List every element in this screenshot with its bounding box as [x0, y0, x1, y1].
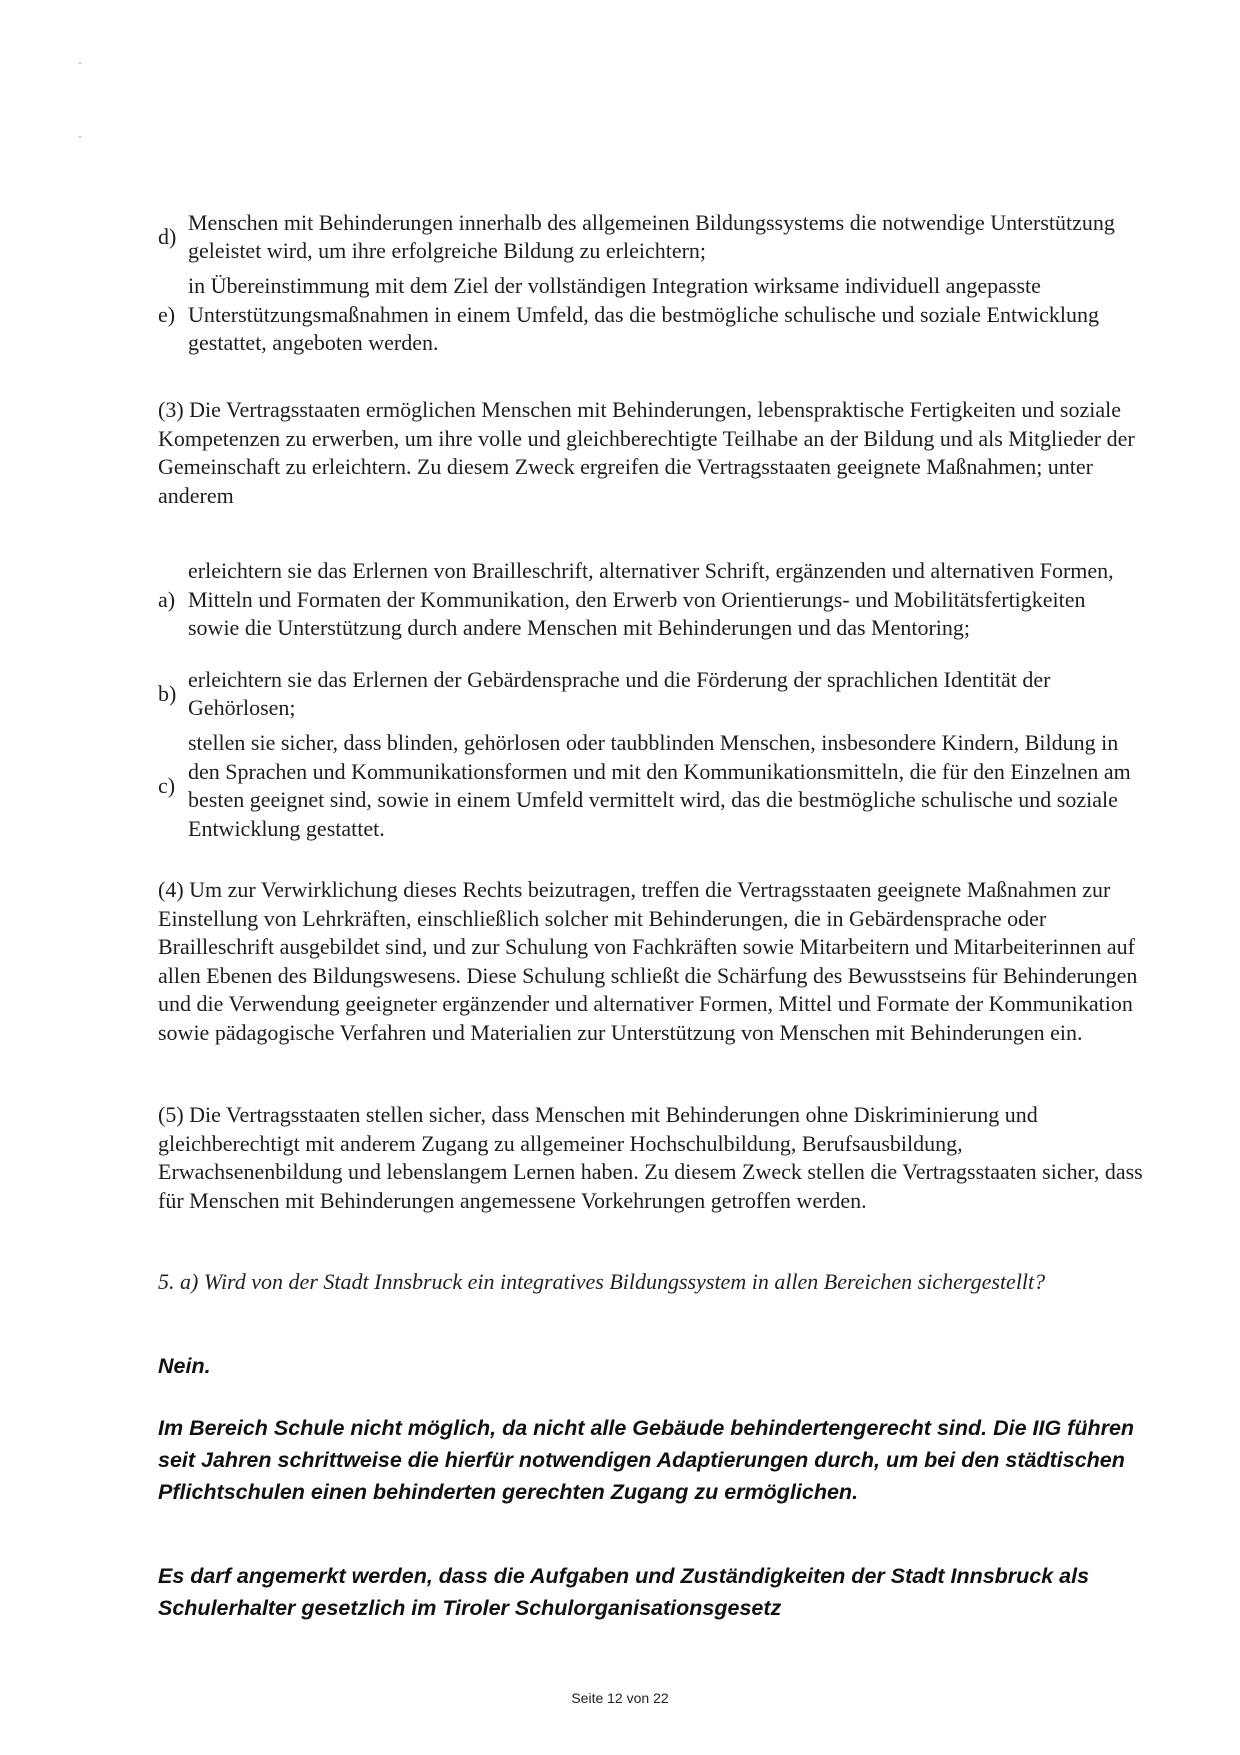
list-item-text: in Übereinstimmung mit dem Ziel der vollständigen Integration wirksame individuell angepasste Unterstützungsmaßnahmen in einem Umfeld, das die bestmögliche schulische und soziale Entwicklung gestattet, angeboten werden. [188, 273, 1099, 356]
list-item-a [158, 542, 1138, 658]
list-marker: b) [158, 680, 177, 706]
scan-artifact [78, 136, 82, 138]
list-item-e [158, 272, 1138, 358]
paragraph-3: (3) Die Vertragsstaaten ermöglichen Menschen mit Behinderungen, lebenspraktische Fertigkeiten und soziale Kompetenzen zu erwerben, um ihre volle und gleichberechtigte Teilhabe an der Bildung und als Mitglieder der Gemeinschaft zu erleichtern. Zu diesem Zweck ergreifen die Vertragsstaaten geeignete Maßnahmen; unter anderem [158, 397, 1135, 508]
list-item-text: erleichtern sie das Erlernen von Brailleschrift, alternativer Schrift, ergänzenden und alternativen Formen, Mitteln und Formaten der Kommunikation, den Erwerb von Orientierungs- und Mobilitätsfertigkeiten sowie die Unterstützung durch andere Menschen mit Behinderungen und das Mentoring; [188, 558, 1114, 641]
answer-paragraph-1: Im Bereich Schule nicht möglich, da nicht alle Gebäude behindertengerecht sind. Die IIG führen seit Jahren schrittweise die hierfür notwendigen Adaptierungen durch, um bei den städtischen Pflichtschulen einen behinderten gerechten Zugang zu ermöglichen. [158, 1416, 1135, 1504]
list-item-text: erleichtern sie das Erlernen der Gebärdensprache und die Förderung der sprachlichen Identität der Gehörlosen; [188, 666, 1051, 720]
list-marker: c) [158, 772, 176, 798]
paragraph-4: (4) Um zur Verwirklichung dieses Rechts beizutragen, treffen die Vertragsstaaten geeignete Maßnahmen zur Einstellung von Lehrkräften, einschließlich solcher mit Behinderungen, die in Gebärdensprache oder Brailleschrift ausgebildet sind, und zur Schulung von Fachkräften sowie Mitarbeitern und Mitarbeiterinnen auf allen Ebenen des Bildungswesens. Diese Schulung schließt die Schärfung des Bewusstseins für Behinderungen und die Verwendung geeigneter ergänzender und alternativer Formen, Mittel und Formate der Kommunikation sowie pädagogische Verfahren und Materialien zur Unterstützung von Menschen mit Behinderungen ein. [158, 877, 1138, 1045]
scan-artifact [78, 62, 82, 64]
list-item-b [158, 665, 1138, 723]
list-marker: e) [158, 301, 176, 327]
answer-short: Nein. [158, 1354, 211, 1378]
list-marker: d) [158, 223, 177, 249]
list-item-d [158, 208, 1138, 266]
list-marker: a) [158, 586, 176, 612]
list-item-text: Menschen mit Behinderungen innerhalb des allgemeinen Bildungssystems die notwendige Unterstützung geleistet wird, um ihre erfolgreiche Bildung zu erleichtern; [188, 209, 1115, 263]
list-item-text: stellen sie sicher, dass blinden, gehörlosen oder taubblinden Menschen, insbesondere Kindern, Bildung in den Sprachen und Kommunikationsformen und mit den Kommunikationsmitteln, die für den Einzelnen am besten geeignet sind, sowie in einem Umfeld vermittelt wird, das die bestmögliche schulische und soziale Entwicklung gestattet. [188, 730, 1131, 841]
answer-paragraph-2: Es darf angemerkt werden, dass die Aufgaben und Zuständigkeiten der Stadt Innsbruck als Schulerhalter gesetzlich im Tiroler Schulorganisationsgesetz [158, 1564, 1090, 1620]
page-number: Seite 12 von 22 [571, 1690, 669, 1706]
list-item-c [158, 728, 1138, 844]
paragraph-5: (5) Die Vertragsstaaten stellen sicher, dass Menschen mit Behinderungen ohne Diskriminierung und gleichberechtigt mit anderem Zugang zu allgemeiner Hochschulbildung, Berufsausbildung, Erwachsenenbildung und lebenslangem Lernen haben. Zu diesem Zweck stellen die Vertragsstaaten sicher, dass für Menschen mit Behinderungen angemessene Vorkehrungen getroffen werden. [158, 1102, 1143, 1213]
question-5a: 5. a) Wird von der Stadt Innsbruck ein integratives Bildungssystem in allen Bereichen sichergestellt? [158, 1269, 1046, 1294]
